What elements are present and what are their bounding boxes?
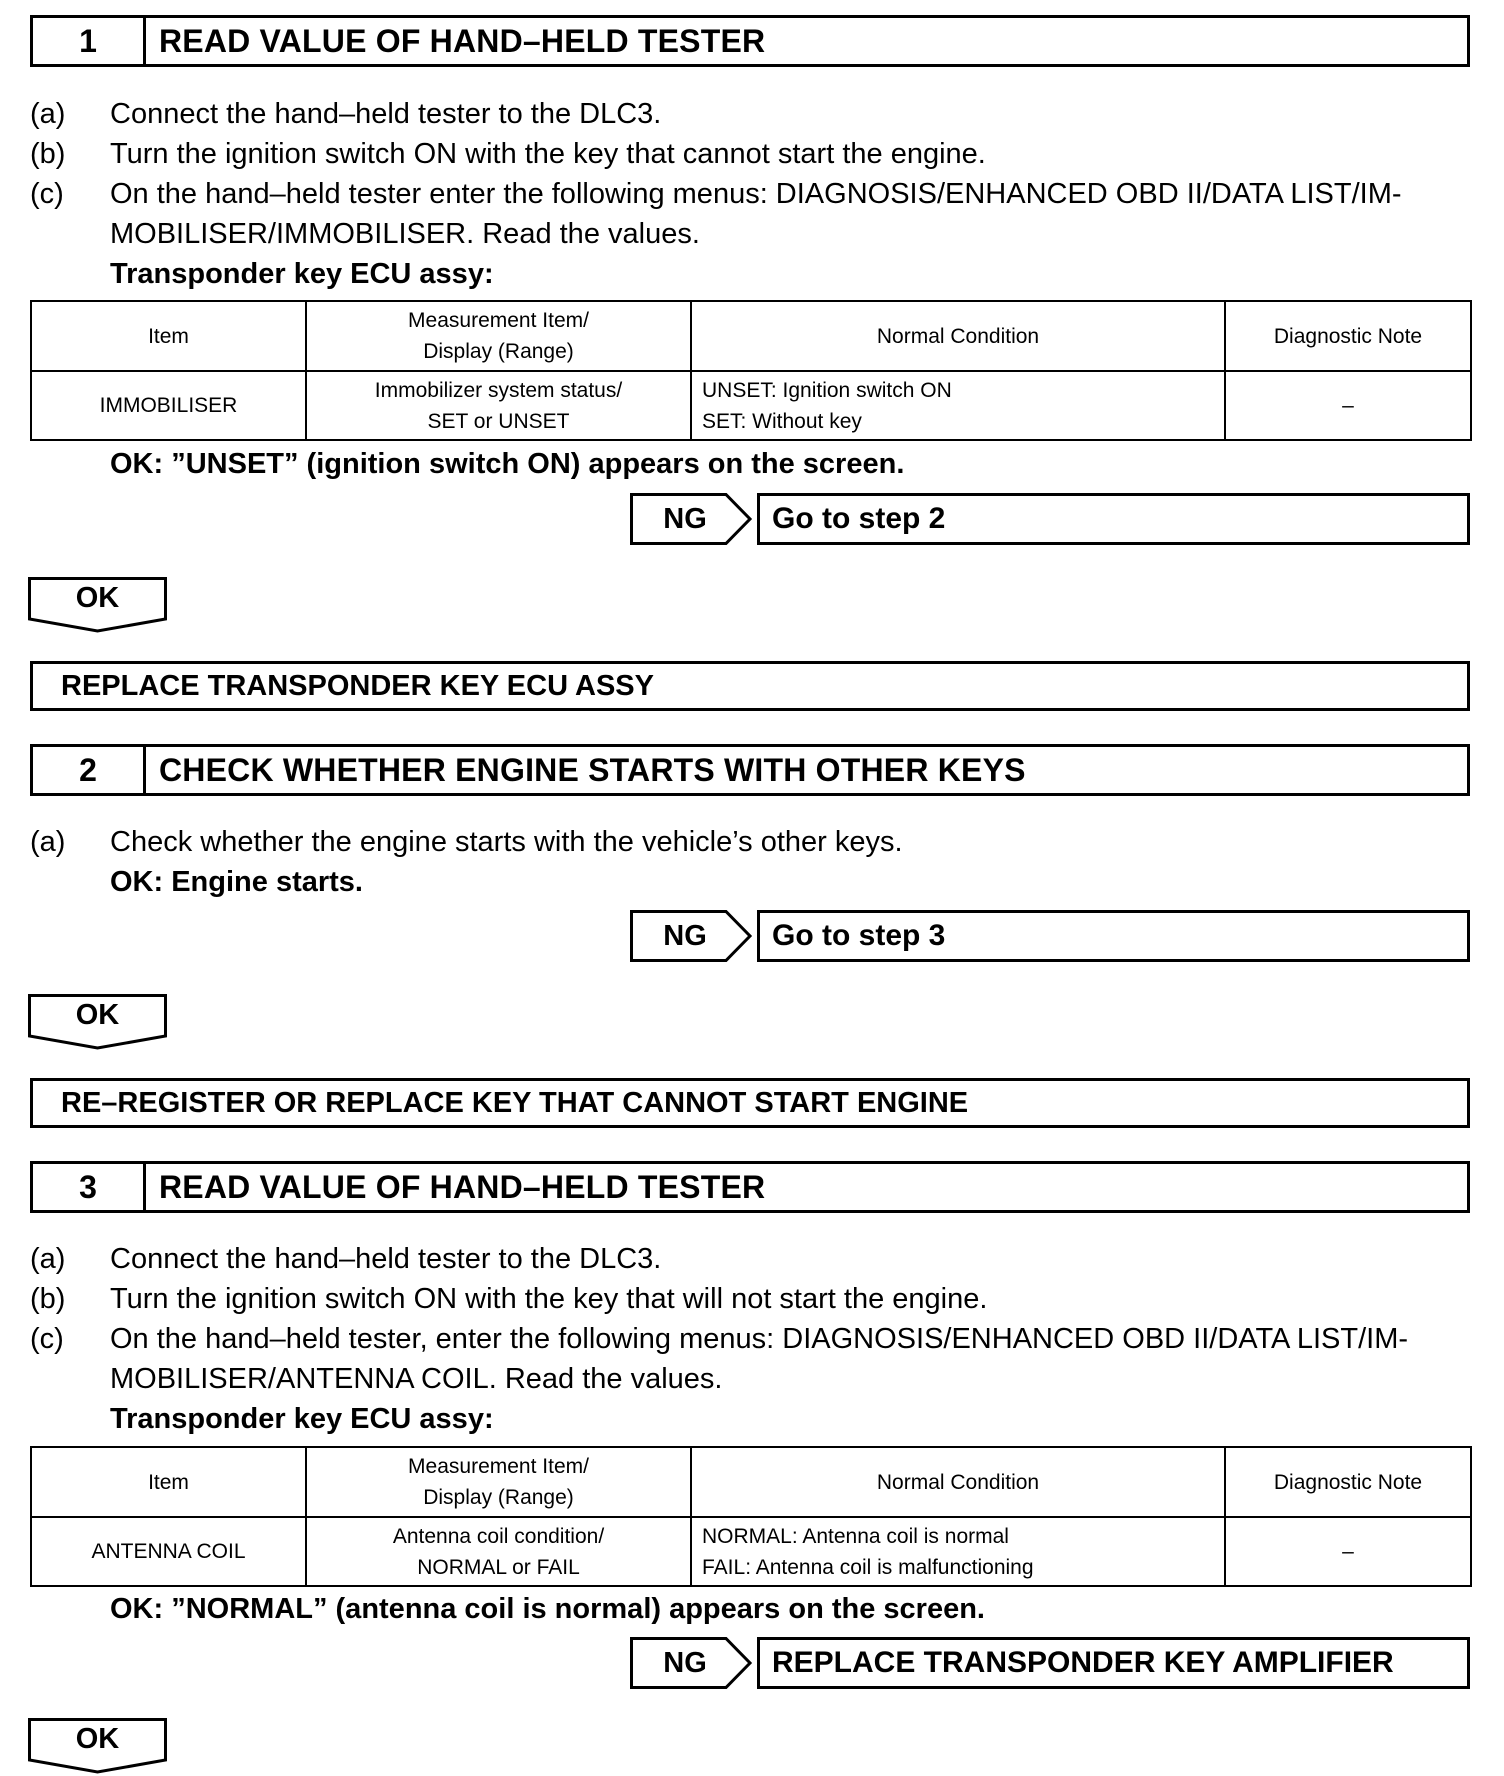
- step-title: CHECK WHETHER ENGINE STARTS WITH OTHER KEYS: [159, 751, 1026, 788]
- ok-branch-step-3[interactable]: [28, 1718, 167, 1774]
- step-number: 1: [33, 18, 146, 64]
- step-title: READ VALUE OF HAND–HELD TESTER: [159, 1168, 766, 1205]
- header-measurement: [306, 301, 691, 371]
- ng-arrow-tag: [630, 493, 752, 545]
- header-item: Item: [31, 1447, 306, 1517]
- cell-diagnostic-note: –: [1225, 1517, 1471, 1586]
- step-2-instructions: [30, 822, 1480, 862]
- table-caption: Transponder key ECU assy:: [110, 1403, 494, 1435]
- instruction-text: [110, 174, 1480, 254]
- instruction-text: Turn the ignition switch ON with the key that cannot start the engine.: [110, 138, 986, 170]
- ng-arrow-tag: [630, 910, 752, 962]
- ng-branch-step-3[interactable]: [630, 1637, 1470, 1689]
- step-3-instructions: [30, 1239, 1480, 1399]
- header-measurement-line: Display (Range): [423, 340, 574, 363]
- cell-measurement-line: Antenna coil condition/: [392, 1524, 605, 1548]
- cell-condition-line: UNSET: Ignition switch ON: [702, 378, 952, 402]
- header-measurement-line: Measurement Item/: [408, 1455, 589, 1478]
- cell-measurement: [306, 1517, 691, 1586]
- ok-criteria: OK: Engine starts.: [110, 866, 363, 898]
- cell-normal-condition: [691, 371, 1225, 440]
- header-normal-condition: Normal Condition: [691, 1447, 1225, 1517]
- instruction-letter: (b): [30, 138, 66, 170]
- step-1-result: REPLACE TRANSPONDER KEY ECU ASSY: [30, 661, 1470, 711]
- header-normal-condition: Normal Condition: [691, 301, 1225, 371]
- instruction-item: [30, 94, 1480, 134]
- table-caption: Transponder key ECU assy:: [110, 258, 494, 290]
- instruction-item: [30, 822, 1480, 862]
- instruction-text-line: On the hand–held tester enter the following menus: DIAGNOSIS/ENHANCED OBD II/DATA LIST/IM-: [110, 178, 1402, 210]
- header-diagnostic-note: Diagnostic Note: [1225, 1447, 1471, 1517]
- step-2-header: [30, 744, 1470, 796]
- instruction-letter: (a): [30, 826, 66, 858]
- cell-measurement-line: SET or UNSET: [427, 409, 570, 433]
- step-3-data-table: [30, 1446, 1472, 1587]
- instruction-text-line: On the hand–held tester, enter the following menus: DIAGNOSIS/ENHANCED OBD II/DATA LIST/IM-: [110, 1323, 1409, 1355]
- header-diagnostic-note: Diagnostic Note: [1225, 301, 1471, 371]
- ok-label: OK: [75, 1722, 120, 1755]
- instruction-text: [110, 1319, 1480, 1399]
- cell-condition-line: SET: Without key: [702, 409, 862, 433]
- step-1-header: [30, 15, 1470, 67]
- step-1-data-table: [30, 300, 1472, 441]
- ok-criteria: OK: ”UNSET” (ignition switch ON) appears on the screen.: [110, 448, 905, 480]
- instruction-item: [30, 1239, 1480, 1279]
- table-row: [31, 1517, 1471, 1586]
- instruction-text: Connect the hand–held tester to the DLC3.: [110, 98, 662, 130]
- ng-label: NG: [663, 1646, 707, 1679]
- cell-normal-condition: [691, 1517, 1225, 1586]
- cell-measurement-line: NORMAL or FAIL: [417, 1555, 580, 1579]
- instruction-text: Check whether the engine starts with the vehicle’s other keys.: [110, 826, 903, 858]
- table-row: [31, 371, 1471, 440]
- ng-branch-step-2[interactable]: [630, 910, 1470, 962]
- step-number: 2: [33, 747, 146, 793]
- ok-label: OK: [75, 581, 120, 614]
- ng-arrow-tag: [630, 1637, 752, 1689]
- step-1-instructions: [30, 94, 1480, 254]
- ng-target: Go to step 2: [757, 493, 1470, 545]
- instruction-item: [30, 174, 1480, 254]
- ng-target: Go to step 3: [757, 910, 1470, 962]
- table-header-row: [31, 1447, 1471, 1517]
- ok-criteria: OK: ”NORMAL” (antenna coil is normal) appears on the screen.: [110, 1593, 985, 1625]
- instruction-text-line: MOBILISER/IMMOBILISER. Read the values.: [110, 218, 700, 250]
- step-2-result: RE–REGISTER OR REPLACE KEY THAT CANNOT START ENGINE: [30, 1078, 1470, 1128]
- instruction-item: [30, 1279, 1480, 1319]
- cell-condition-line: FAIL: Antenna coil is malfunctioning: [702, 1555, 1034, 1579]
- instruction-letter: (a): [30, 1243, 66, 1275]
- instruction-letter: (a): [30, 98, 66, 130]
- table-header-row: [31, 301, 1471, 371]
- cell-item: IMMOBILISER: [31, 371, 306, 440]
- step-title: READ VALUE OF HAND–HELD TESTER: [159, 22, 766, 59]
- instruction-text-line: MOBILISER/ANTENNA COIL. Read the values.: [110, 1363, 723, 1395]
- cell-item: ANTENNA COIL: [31, 1517, 306, 1586]
- ng-target: REPLACE TRANSPONDER KEY AMPLIFIER: [757, 1637, 1470, 1689]
- instruction-text: Turn the ignition switch ON with the key that will not start the engine.: [110, 1283, 988, 1315]
- step-3-header: [30, 1161, 1470, 1213]
- instruction-letter: (c): [30, 1323, 64, 1355]
- cell-measurement-line: Immobilizer system status/: [374, 378, 623, 402]
- instruction-item: [30, 134, 1480, 174]
- ok-branch-step-2[interactable]: [28, 994, 167, 1050]
- ng-branch-step-1[interactable]: [630, 493, 1470, 545]
- instruction-letter: (c): [30, 178, 64, 210]
- ng-label: NG: [663, 919, 707, 952]
- header-measurement: [306, 1447, 691, 1517]
- cell-diagnostic-note: –: [1225, 371, 1471, 440]
- ok-branch-step-1[interactable]: [28, 577, 167, 633]
- cell-condition-line: NORMAL: Antenna coil is normal: [702, 1524, 1009, 1548]
- cell-measurement: [306, 371, 691, 440]
- ng-label: NG: [663, 502, 707, 535]
- ok-label: OK: [75, 998, 120, 1031]
- instruction-letter: (b): [30, 1283, 66, 1315]
- step-number: 3: [33, 1164, 146, 1210]
- header-item: Item: [31, 301, 306, 371]
- instruction-text: Connect the hand–held tester to the DLC3.: [110, 1243, 662, 1275]
- header-measurement-line: Display (Range): [423, 1486, 574, 1509]
- header-measurement-line: Measurement Item/: [408, 309, 589, 332]
- instruction-item: [30, 1319, 1480, 1399]
